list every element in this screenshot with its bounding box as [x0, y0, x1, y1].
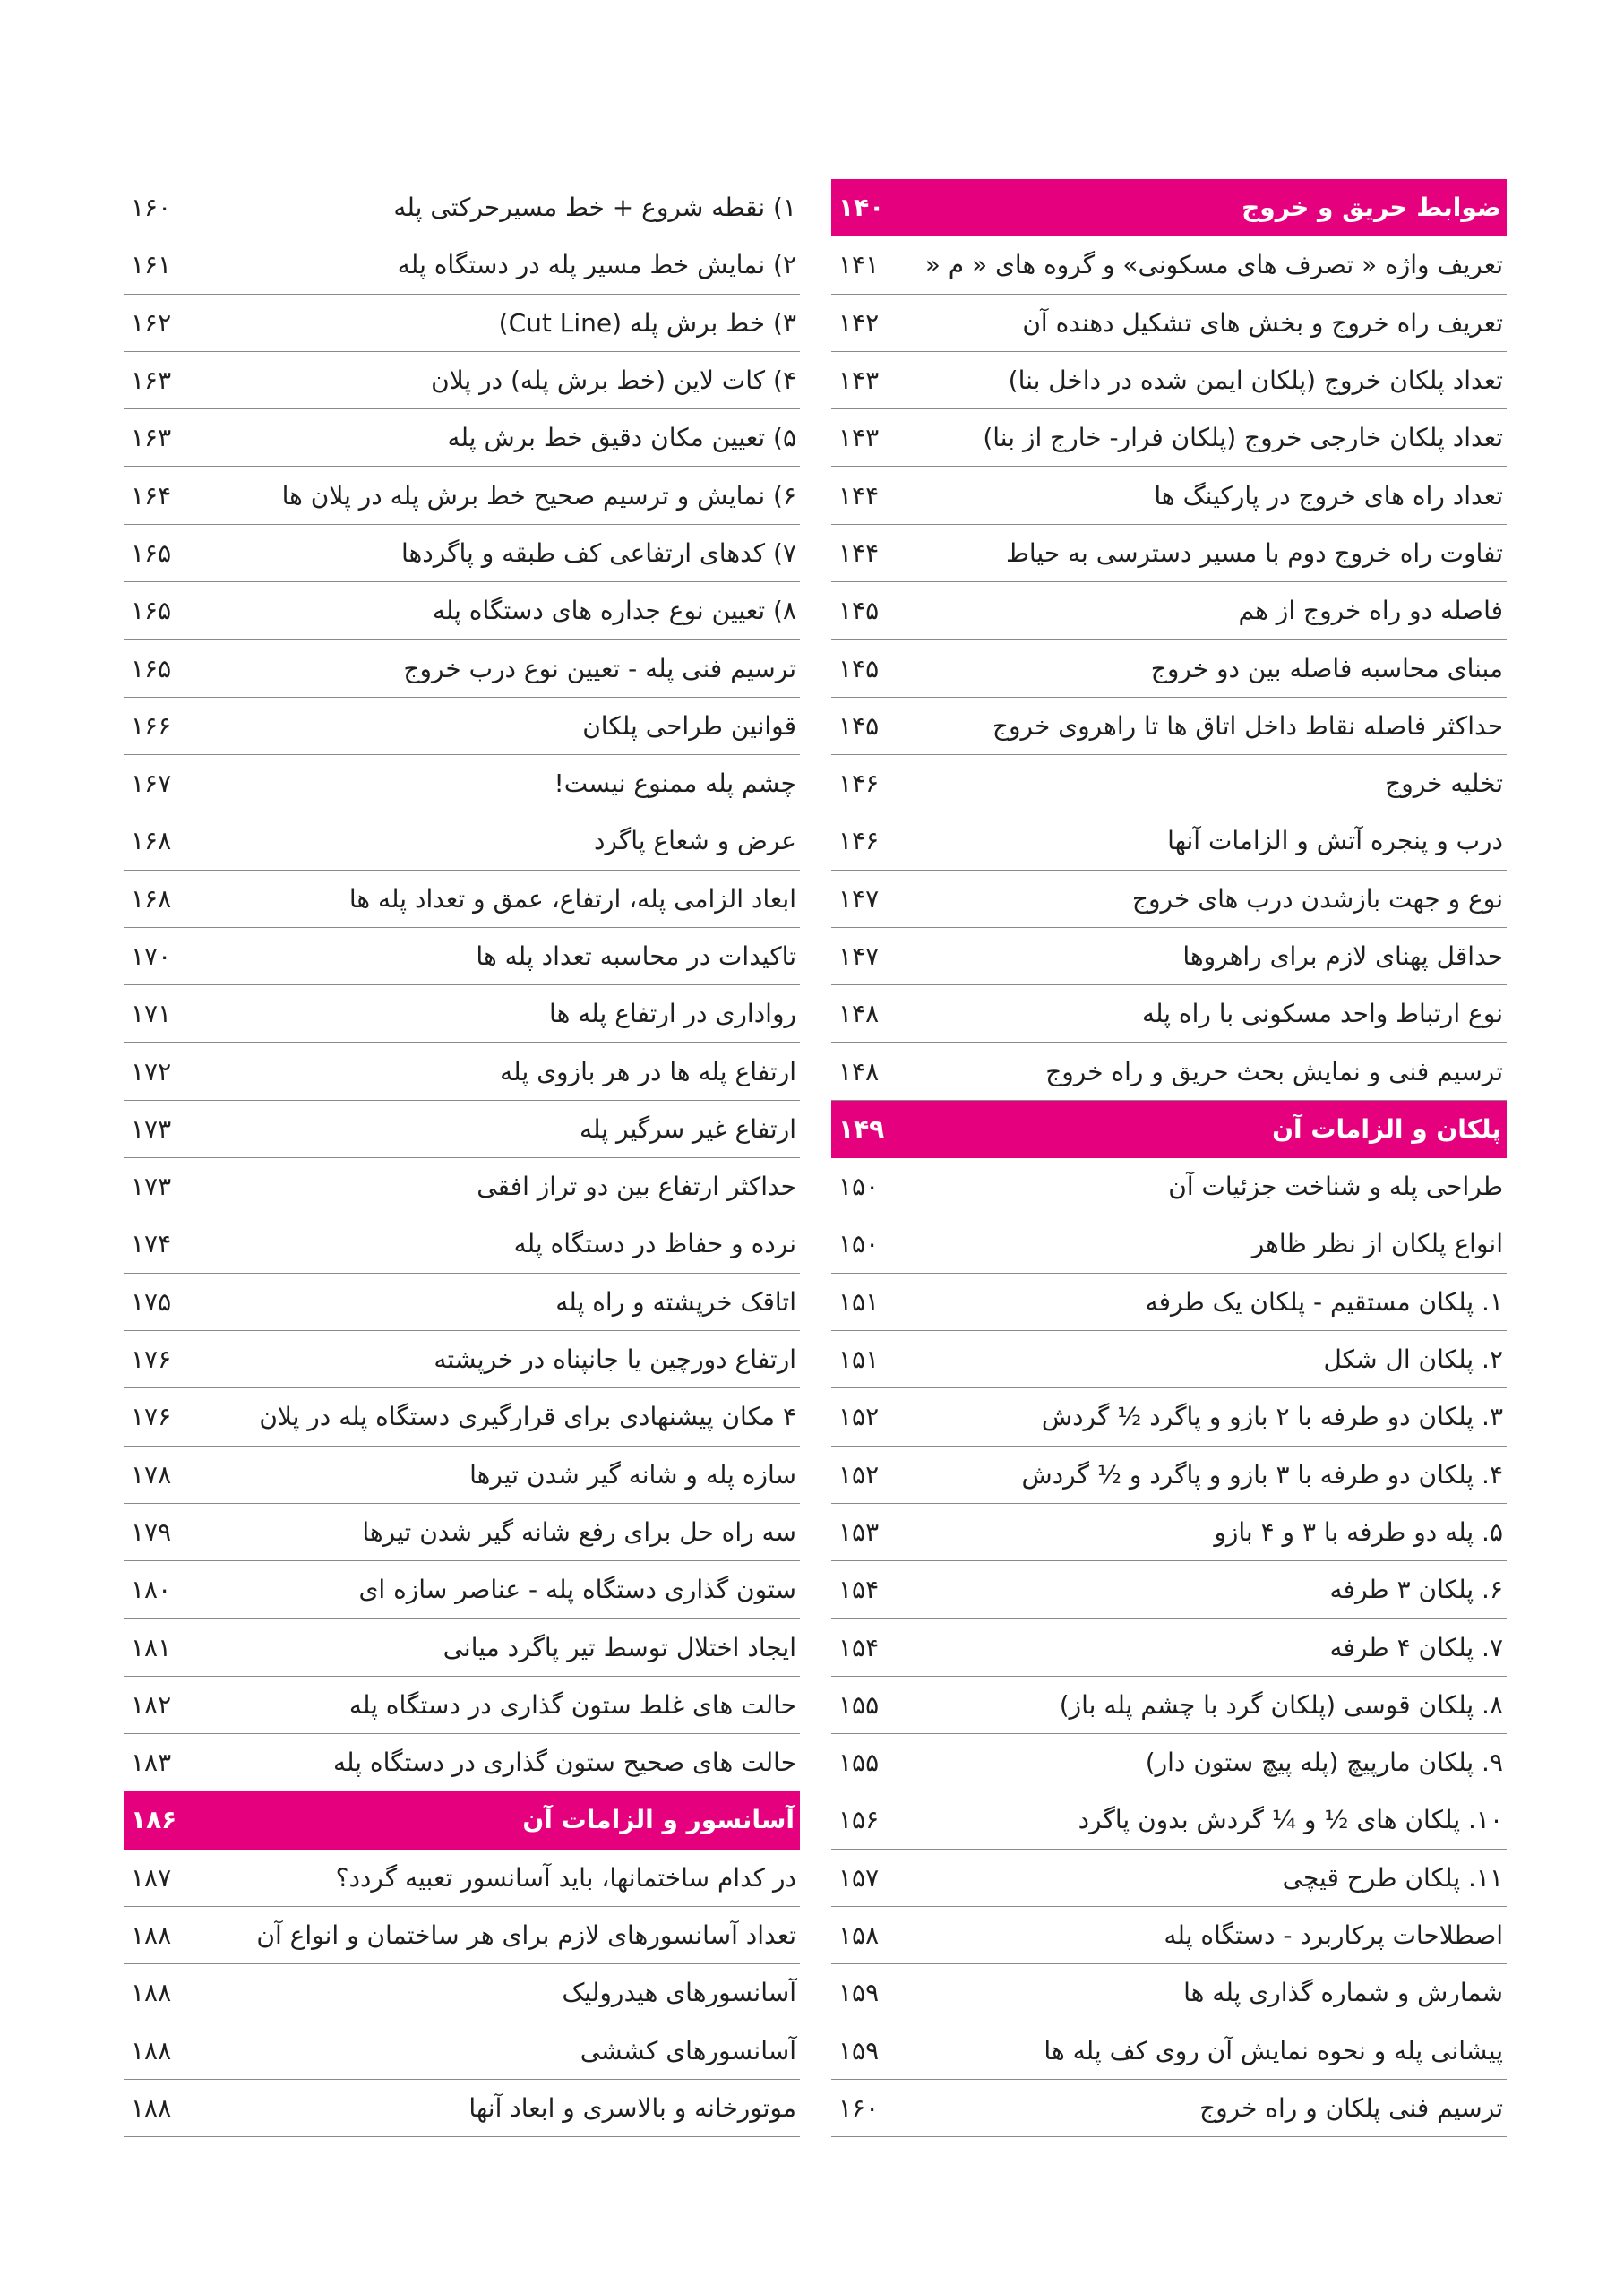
- entry-title: ابعاد الزامی پله، ارتفاع، عمق و تعداد پله ها: [348, 883, 796, 914]
- toc-entry[interactable]: [124, 467, 800, 524]
- toc-entry[interactable]: [124, 1388, 800, 1446]
- toc-entry[interactable]: [831, 1677, 1507, 1734]
- entry-title: ۹. پلکان مارپیچ (پله پیچ ستون دار): [1145, 1748, 1503, 1778]
- toc-entry[interactable]: [124, 1907, 800, 1964]
- toc-entry[interactable]: [124, 1158, 800, 1215]
- page-number: ۱۴۸: [838, 999, 880, 1029]
- page-number: ۱۴۸: [838, 1056, 880, 1086]
- toc-entry[interactable]: [124, 812, 800, 870]
- entry-title: ترسیم فنی پله - تعیین نوع درب خروج: [403, 653, 796, 683]
- toc-entry[interactable]: [124, 698, 800, 755]
- section-title: ضوابط حریق و خروج: [1242, 193, 1501, 223]
- page-number: ۱۴۶: [838, 826, 880, 856]
- toc-entry[interactable]: [124, 1215, 800, 1273]
- page-number: ۱۴۳: [838, 365, 880, 396]
- toc-entry[interactable]: [124, 1043, 800, 1100]
- toc-entry[interactable]: [831, 1331, 1507, 1388]
- page-number: ۱۶۵: [131, 653, 172, 683]
- toc-entry[interactable]: [831, 1274, 1507, 1331]
- toc-entry[interactable]: [124, 1561, 800, 1619]
- entry-title: تخلیه خروج: [1385, 769, 1503, 799]
- toc-entry[interactable]: [831, 755, 1507, 812]
- toc-entry[interactable]: [831, 1964, 1507, 2022]
- page-number: ۱۴۹: [838, 1113, 885, 1144]
- page-number: ۱۵۰: [838, 1229, 880, 1259]
- toc-entry[interactable]: [124, 1504, 800, 1561]
- page-number: ۱۷۱: [131, 999, 172, 1029]
- page-number: ۱۶۲: [131, 307, 172, 338]
- toc-entry[interactable]: [124, 755, 800, 812]
- page-number: ۱۴۳: [838, 423, 880, 453]
- toc-entry[interactable]: [831, 1043, 1507, 1100]
- entry-title: ۸. پلکان قوسی (پلکان گرد با چشم پله باز): [1059, 1689, 1503, 1720]
- page-number: ۱۴۲: [838, 307, 880, 338]
- entry-title: ۸) تعیین نوع جداره های دستگاه پله: [432, 596, 796, 626]
- toc-entry[interactable]: [124, 1677, 800, 1734]
- entry-title: آسانسورهای کششی: [580, 2035, 796, 2065]
- page-number: ۱۸۸: [131, 1978, 172, 2008]
- entry-title: ۶) نمایش و ترسیم صحیح خط برش پله در پلان ها: [281, 480, 796, 511]
- page-number: ۱۴۵: [838, 710, 880, 741]
- entry-title: نوع و جهت بازشدن درب های خروج: [1131, 883, 1503, 914]
- page-number: ۱۷۹: [131, 1516, 172, 1547]
- toc-entry[interactable]: [831, 409, 1507, 467]
- toc-entry[interactable]: [124, 871, 800, 928]
- entry-title: آسانسورهای هیدرولیک: [562, 1978, 796, 2008]
- toc-entry[interactable]: [831, 698, 1507, 755]
- page-number: ۱۷۴: [131, 1229, 172, 1259]
- page-number: ۱۶۵: [131, 596, 172, 626]
- toc-entry[interactable]: [124, 2080, 800, 2137]
- entry-title: حداقل پهنای لازم برای راهروها: [1182, 941, 1503, 971]
- entry-title: ۷) کدهای ارتفاعی کف طبقه و پاگردها: [400, 537, 796, 568]
- entry-title: پیشانی پله و نحوه نمایش آن روی کف پله ها: [1044, 2035, 1503, 2065]
- toc-entry[interactable]: [831, 1215, 1507, 1273]
- page-number: ۱۴۷: [838, 941, 880, 971]
- toc-entry[interactable]: [124, 1447, 800, 1504]
- entry-title: تفاوت راه خروج دوم با مسیر دسترسی به حیاط: [1005, 537, 1503, 568]
- entry-title: حالت های غلط ستون گذاری در دستگاه پله: [348, 1689, 796, 1720]
- toc-section-header[interactable]: [124, 1791, 800, 1849]
- toc-entry[interactable]: [831, 985, 1507, 1043]
- entry-title: تعداد راه های خروج در پارکینگ ها: [1154, 480, 1503, 511]
- entry-title: تعریف واژه « تصرف های مسکونی» و گروه های « م «: [924, 250, 1503, 280]
- toc-entry[interactable]: [831, 1447, 1507, 1504]
- entry-title: ترسیم فنی و نمایش بحث حریق و راه خروج: [1045, 1056, 1503, 1086]
- toc-entry[interactable]: [831, 1907, 1507, 1964]
- entry-title: ارتفاع پله ها در هر بازوی پله: [500, 1056, 796, 1086]
- entry-title: ۷. پلکان ۴ طرفه: [1329, 1632, 1503, 1662]
- toc-entry[interactable]: [124, 1734, 800, 1791]
- page-number: ۱۵۵: [838, 1748, 880, 1778]
- toc-entry[interactable]: [124, 1331, 800, 1388]
- page-number: ۱۴۵: [838, 596, 880, 626]
- entry-title: ۴. پلکان دو طرفه با ۳ بازو و پاگرد و ½ گردش: [1021, 1459, 1503, 1490]
- toc-entry[interactable]: [831, 1158, 1507, 1215]
- page-number: ۱۷۶: [131, 1344, 172, 1375]
- page-number: ۱۶۴: [131, 480, 172, 511]
- entry-title: ۴ مکان پیشنهادی برای قرارگیری دستگاه پله در پلان: [259, 1402, 796, 1432]
- page-number: ۱۵۴: [838, 1575, 880, 1605]
- page-number: ۱۶۰: [131, 193, 172, 223]
- entry-title: تعداد آسانسورهای لازم برای هر ساختمان و انواع آن: [256, 1920, 796, 1951]
- page-number: ۱۴۵: [838, 653, 880, 683]
- toc-entry[interactable]: [831, 1504, 1507, 1561]
- entry-title: ۵) تعیین مکان دقیق خط برش پله: [447, 423, 796, 453]
- entry-title: ۳) خط برش پله (Cut Line): [498, 307, 796, 338]
- page-number: ۱۸۰: [131, 1575, 172, 1605]
- entry-title: اتاقک خرپشته و راه پله: [555, 1286, 796, 1317]
- page-number: ۱۷۳: [131, 1113, 172, 1144]
- toc-entry[interactable]: [831, 2080, 1507, 2137]
- toc-entry[interactable]: [831, 1734, 1507, 1791]
- toc-entry[interactable]: [124, 1964, 800, 2022]
- page-number: ۱۷۸: [131, 1459, 172, 1490]
- entry-title: حداکثر ارتفاع بین دو تراز افقی: [477, 1172, 796, 1202]
- toc-entry[interactable]: [124, 236, 800, 294]
- entry-title: ۴) کات لاین (خط برش پله) در پلان: [431, 365, 796, 396]
- entry-title: تعداد پلکان خارجی خروج (پلکان فرار- خارج از بنا): [983, 423, 1503, 453]
- toc-entry[interactable]: [831, 525, 1507, 582]
- entry-title: چشم پله ممنوع نیست!: [554, 769, 796, 799]
- page-number: ۱۴۴: [838, 480, 880, 511]
- section-title: آسانسور و الزامات آن: [522, 1805, 795, 1835]
- entry-title: ایجاد اختلال توسط تیر پاگرد میانی: [443, 1632, 796, 1662]
- page-number: ۱۸۷: [131, 1862, 172, 1893]
- entry-title: ۱. پلکان مستقیم - پلکان یک طرفه: [1145, 1286, 1503, 1317]
- page-number: ۱۴۱: [838, 250, 880, 280]
- toc-entry[interactable]: [124, 409, 800, 467]
- toc-section-header[interactable]: [831, 1101, 1507, 1158]
- toc-entry[interactable]: [831, 928, 1507, 985]
- page-number: ۱۶۸: [131, 883, 172, 914]
- page-number: ۱۸۸: [131, 2035, 172, 2065]
- entry-title: حداکثر فاصله نقاط داخل اتاق ها تا راهروی خروج: [992, 710, 1503, 741]
- page-number: ۱۵۳: [838, 1516, 880, 1547]
- toc-entry[interactable]: [831, 1850, 1507, 1907]
- toc-entry[interactable]: [831, 640, 1507, 697]
- entry-title: اصطلاحات پرکاربرد - دستگاه پله: [1164, 1920, 1503, 1951]
- entry-title: طراحی پله و شناخت جزئیات آن: [1168, 1172, 1503, 1202]
- page-number: ۱۴۴: [838, 537, 880, 568]
- entry-title: ۶. پلکان ۳ طرفه: [1329, 1575, 1503, 1605]
- section-title: پلکان و الزامات آن: [1272, 1113, 1501, 1144]
- page-number: ۱۸۸: [131, 2092, 172, 2123]
- toc-entry[interactable]: [831, 1388, 1507, 1446]
- toc-entry[interactable]: [124, 1619, 800, 1676]
- entry-title: در کدام ساختمانها، باید آسانسور تعبیه گردد؟: [335, 1862, 796, 1893]
- page-number: ۱۷۶: [131, 1402, 172, 1432]
- page-number: ۱۶۳: [131, 365, 172, 396]
- page-number: ۱۵۱: [838, 1286, 880, 1317]
- page-number: ۱۷۵: [131, 1286, 172, 1317]
- page-number: ۱۵۹: [838, 1978, 880, 2008]
- page-number: ۱۸۳: [131, 1748, 172, 1778]
- entry-title: ۱) نقطه شروع + خط مسیرحرکتی پله: [393, 193, 796, 223]
- toc-entry[interactable]: [831, 1791, 1507, 1849]
- page-number: ۱۵۱: [838, 1344, 880, 1375]
- toc-entry[interactable]: [124, 295, 800, 352]
- entry-title: ۲) نمایش خط مسیر پله در دستگاه پله: [397, 250, 796, 280]
- page-number: ۱۶۷: [131, 769, 172, 799]
- page-number: ۱۶۸: [131, 826, 172, 856]
- toc-entry[interactable]: [831, 1561, 1507, 1619]
- entry-title: ستون گذاری دستگاه پله - عناصر سازه ای: [358, 1575, 796, 1605]
- page-number: ۱۵۰: [838, 1172, 880, 1202]
- entry-title: ۱۱. پلکان طرح قیچی: [1282, 1862, 1503, 1893]
- toc-entry[interactable]: [124, 928, 800, 985]
- entry-title: درب و پنجره آتش و الزامات آنها: [1167, 826, 1503, 856]
- toc-entry[interactable]: [124, 179, 800, 236]
- entry-title: ۱۰. پلکان های ½ و ¼ گردش بدون پاگرد: [1078, 1805, 1503, 1835]
- entry-title: قوانین طراحی پلکان: [582, 710, 796, 741]
- page-number: ۱۸۶: [131, 1805, 177, 1835]
- page-number: ۱۵۲: [838, 1402, 880, 1432]
- entry-title: انواع پلکان از نظر ظاهر: [1251, 1229, 1503, 1259]
- page-number: ۱۸۸: [131, 1920, 172, 1951]
- toc-entry[interactable]: [124, 525, 800, 582]
- page-number: ۱۸۱: [131, 1632, 172, 1662]
- toc-entry[interactable]: [831, 2022, 1507, 2080]
- page-number: ۱۷۰: [131, 941, 172, 971]
- entry-title: عرض و شعاع پاگرد: [593, 826, 796, 856]
- toc-entry[interactable]: [124, 352, 800, 409]
- entry-title: نرده و حفاظ در دستگاه پله: [513, 1229, 796, 1259]
- toc-entry[interactable]: [831, 582, 1507, 640]
- entry-title: شمارش و شماره گذاری پله ها: [1183, 1978, 1503, 2008]
- entry-title: سه راه حل برای رفع شانه گیر شدن تیرها: [362, 1516, 796, 1547]
- entry-title: نوع ارتباط واحد مسکونی با راه پله: [1141, 999, 1503, 1029]
- toc-entry[interactable]: [831, 1619, 1507, 1676]
- toc-entry[interactable]: [831, 236, 1507, 294]
- entry-title: موتورخانه و بالاسری و ابعاد آنها: [468, 2092, 796, 2123]
- entry-title: ارتفاع دورچین یا جانپناه در خرپشته: [434, 1344, 796, 1375]
- toc-section-header[interactable]: [831, 179, 1507, 236]
- toc-entry[interactable]: [124, 1850, 800, 1907]
- page-number: ۱۵۹: [838, 2035, 880, 2065]
- entry-title: سازه پله و شانه گیر شدن تیرها: [469, 1459, 796, 1490]
- entry-title: ۲. پلکان ال شکل: [1323, 1344, 1503, 1375]
- page-number: ۱۷۳: [131, 1172, 172, 1202]
- entry-title: تاکیدات در محاسبه تعداد پله ها: [476, 941, 796, 971]
- page-number: ۱۸۲: [131, 1689, 172, 1720]
- entry-title: تعریف راه خروج و بخش های تشکیل دهنده آن: [1022, 307, 1503, 338]
- page-number: ۱۵۲: [838, 1459, 880, 1490]
- toc-entry[interactable]: [831, 871, 1507, 928]
- page-number: ۱۶۶: [131, 710, 172, 741]
- toc-entry[interactable]: [831, 467, 1507, 524]
- page-number: ۱۵۸: [838, 1920, 880, 1951]
- entry-title: رواداری در ارتفاع پله ها: [549, 999, 796, 1029]
- entry-title: ترسیم فنی پلکان و راه خروج: [1199, 2092, 1503, 2123]
- page-number: ۱۴۷: [838, 883, 880, 914]
- toc-entry[interactable]: [124, 582, 800, 640]
- entry-title: تعداد پلکان خروج (پلکان ایمن شده در داخل بنا): [1008, 365, 1503, 396]
- page-number: ۱۴۶: [838, 769, 880, 799]
- toc-entry[interactable]: [831, 295, 1507, 352]
- entry-title: ارتفاع غیر سرگیر پله: [580, 1113, 796, 1144]
- toc-entry[interactable]: [124, 2022, 800, 2080]
- toc-entry[interactable]: [831, 812, 1507, 870]
- page-number: ۱۶۳: [131, 423, 172, 453]
- entry-title: فاصله دو راه خروج از هم: [1238, 596, 1503, 626]
- page-number: ۱۷۲: [131, 1056, 172, 1086]
- page-number: ۱۶۵: [131, 537, 172, 568]
- page-number: ۱۵۶: [838, 1805, 880, 1835]
- page-number: ۱۶۰: [838, 2092, 880, 2123]
- page-number: ۱۵۷: [838, 1862, 880, 1893]
- page-number: ۱۵۴: [838, 1632, 880, 1662]
- toc-entry[interactable]: [124, 1274, 800, 1331]
- toc-entry[interactable]: [124, 985, 800, 1043]
- entry-title: مبنای محاسبه فاصله بین دو خروج: [1150, 653, 1503, 683]
- entry-title: حالت های صحیح ستون گذاری در دستگاه پله: [332, 1748, 796, 1778]
- toc-entry[interactable]: [831, 352, 1507, 409]
- toc-column-left: [124, 179, 800, 2137]
- entry-title: ۵. پله دو طرفه با ۳ و ۴ بازو: [1214, 1516, 1503, 1547]
- page-number: ۱۴۰: [838, 193, 885, 223]
- entry-title: ۳. پلکان دو طرفه با ۲ بازو و پاگرد ½ گردش: [1041, 1402, 1503, 1432]
- page-number: ۱۶۱: [131, 250, 172, 280]
- toc-entry[interactable]: [124, 640, 800, 697]
- page-number: ۱۵۵: [838, 1689, 880, 1720]
- toc-entry[interactable]: [124, 1101, 800, 1158]
- toc-column-right: [831, 179, 1507, 2137]
